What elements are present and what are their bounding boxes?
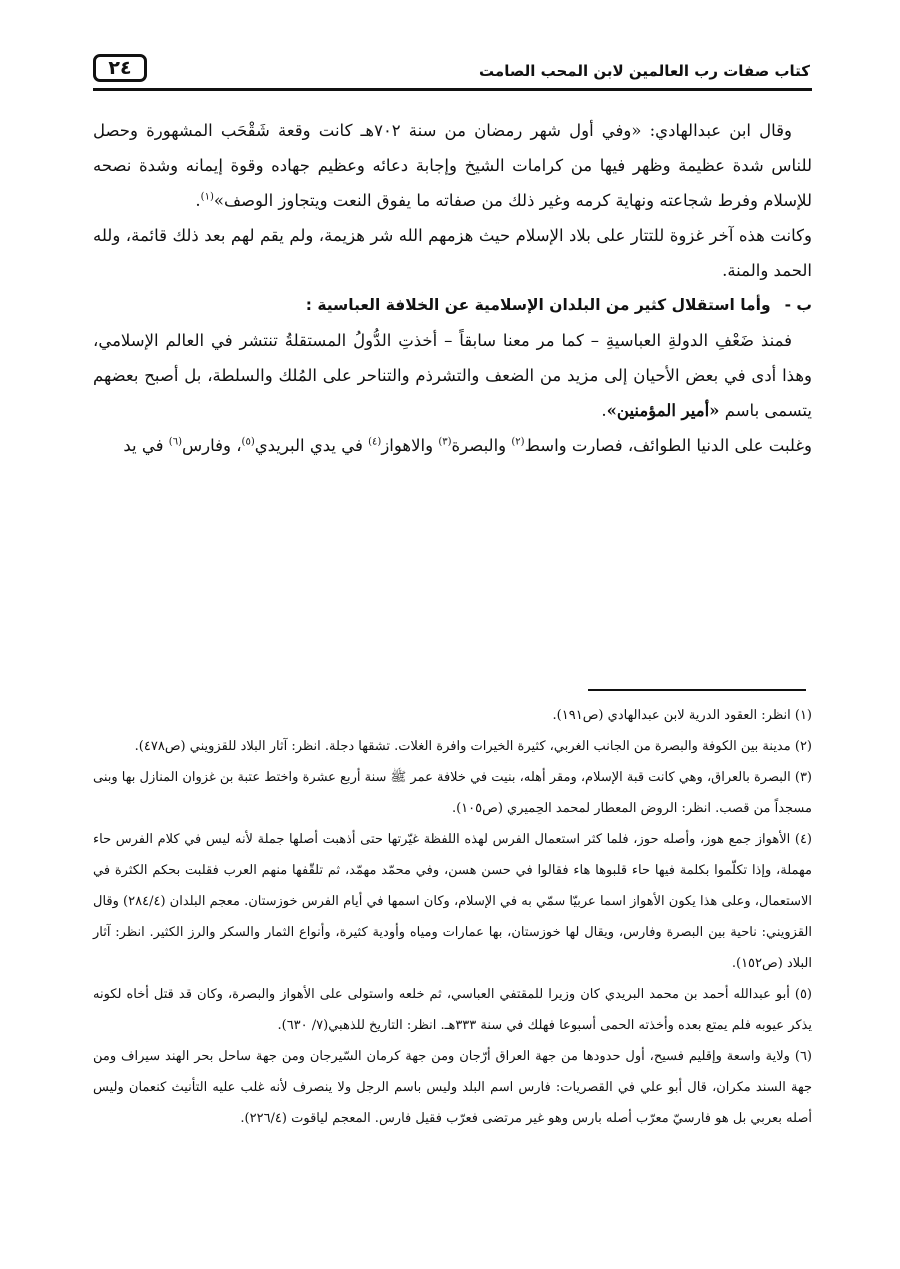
main-text (93, 113, 812, 463)
paragraph-4-a: وغلبت على الدنيا الطوائف، فصارت واسط (524, 436, 812, 455)
footnote-1: (١) انظر: العقود الدرية لابن عبدالهادي (ص١٩١). (552, 708, 812, 723)
footnote-ref-4: (٤) (368, 436, 382, 448)
paragraph-3 (93, 323, 812, 428)
section-letter: ب - (784, 296, 812, 314)
paragraph-3-end: . (601, 401, 607, 420)
footnote-6: (٦) ولاية واسعة وإقليم فسيح، أول حدودها من جهة العراق أرّجان ومن جهة كرمان السّيرجان ومن جهة ساحل بحر الهند سيراف ومن جهة السند مكران، قال أبو علي في القصريات: فارس اسم البلد وليس باسم الرجل ولا ينصرف لأنه غلب عليه التأنيث كنعمان وليس أصله بعربي بل هو فارسيّ معرّب أصله بارس وهو غير مرتضى فعرّب فقيل فارس. المعجم لياقوت (٢٢٦/٤). (93, 1049, 812, 1126)
footnote-3: (٣) البصرة بالعراق، وهي كانت قبة الإسلام، ومقر أهله، بنيت في خلافة عمر ﷺ سنة أربع عشرة واختط عتبة بن غزوان المنازل بها وبنى مسجداً من قصب. انظر: الروض المعطار لمحمد الحِميري (ص١٠٥). (93, 770, 812, 816)
paragraph-4-d: في يدي البريدي (254, 436, 369, 455)
footnote-5: (٥) أبو عبدالله أحمد بن محمد البريدي كان وزيرا للمقتفي العباسي، ثم خلعه واستولى على الأهواز والبصرة، وكان قد قتل أخاه لكونه يذكر عيوبه فلم يمتع بعده وأخذته الحمى أسبوعا فهلك في سنة ٣٣٣هـ. انظر: التاريخ للذهبي(٧/ ٦٣٠). (93, 987, 812, 1033)
section-heading (93, 288, 812, 323)
page-number: ٢٤ (108, 57, 132, 79)
section-heading-text: وأما استقلال كثير من البلدان الإسلامية عن الخلافة العباسية : (305, 296, 771, 314)
paragraph-1-end: . (195, 191, 201, 210)
footnote-separator (588, 689, 806, 691)
footnote-2: (٢) مدينة بين الكوفة والبصرة من الجانب الغربي، كثيرة الخيرات وافرة الغلات. تشقها دجلة. انظر: آثار البلاد للقزويني (ص٤٧٨). (134, 739, 812, 754)
page-header (93, 54, 812, 92)
footnote-ref-6: (٦) (168, 436, 182, 448)
book-title: كتاب صفات رب العالمين لابن المحب الصامت (479, 62, 810, 80)
footnote-ref-1: (١) (200, 191, 214, 203)
title-quote: «أمير المؤمنين» (606, 401, 720, 420)
paragraph-4-c: والاهواز (381, 436, 439, 455)
page-number-box (93, 54, 147, 82)
header-rule (93, 88, 812, 91)
footnote-ref-5: (٥) (241, 436, 255, 448)
footnote-ref-3: (٣) (438, 436, 452, 448)
paragraph-1-text: وقال ابن عبدالهادي: «وفي أول شهر رمضان من سنة ٧٠٢هـ كانت وقعة شَقْحَب المشهورة وحصل للناس شدة عظيمة وظهر فيها من كرامات الشيخ وإجابة دعائه وعظيم جهاده وقوة إيمانه وشدة نصحه للإسلام وفرط شجاعته ونهاية كرمه وغير ذلك من صفاته ما يفوق النعت ويتجاوز الوصف» (93, 121, 812, 210)
paragraph-2: وكانت هذه آخر غزوة للتتار على بلاد الإسلام حيث هزمهم الله شر هزيمة، ولم يقم لهم بعد ذلك قائمة، ولله الحمد والمنة. (93, 226, 812, 280)
paragraph-1 (93, 113, 812, 218)
paragraph-4-f: في يد (123, 436, 169, 455)
paragraph-4-b: والبصرة (451, 436, 512, 455)
footnote-ref-2: (٢) (511, 436, 525, 448)
footnote-4: (٤) الأهواز جمع هوز، وأصله حوز، فلما كثر استعمال الفرس لهذه اللفظة غيّرتها حتى أذهبت أصلها جملة لأنه ليس في كلام الفرس حاء مهملة، وإذا تكلّموا بكلمة فيها حاء قلبوها هاء فقالوا في حسن هسن، وفي محمّد مهمّد، ثم تلقّفها منهم العرب فقلبت بحكم الكثرة في الاستعمال، وعلى هذا يكون الأهواز اسما عربيّا سمّي به في الإسلام، وكان اسمها في أيام الفرس خوزستان. معجم البلدان (٢٨٤/٤) وقال القزويني: ناحية بين البصرة وفارس، ويقال لها خوزستان، بها عمارات ومياه وأودية كثيرة، وأنواع الثمار والسكر والرز الكثير. انظر: آثار البلاد (ص١٥٢). (93, 832, 813, 971)
paragraph-4 (93, 428, 812, 463)
footnotes (93, 700, 812, 1134)
paragraph-4-e: ، وفارس (181, 436, 242, 455)
paragraph-3-text: فمنذ ضَعْفِ الدولةِ العباسيةِ – كما مر معنا سابقاً – أخذتِ الدُّولُ المستقلةُ تنتشر في العالم الإسلامي، وهذا أدى في بعض الأحيان إلى مزيد من الضعف والتشرذم والتناحر على المُلك والسلطة، بل أصبح بعضهم يتسمى باسم (93, 331, 812, 420)
